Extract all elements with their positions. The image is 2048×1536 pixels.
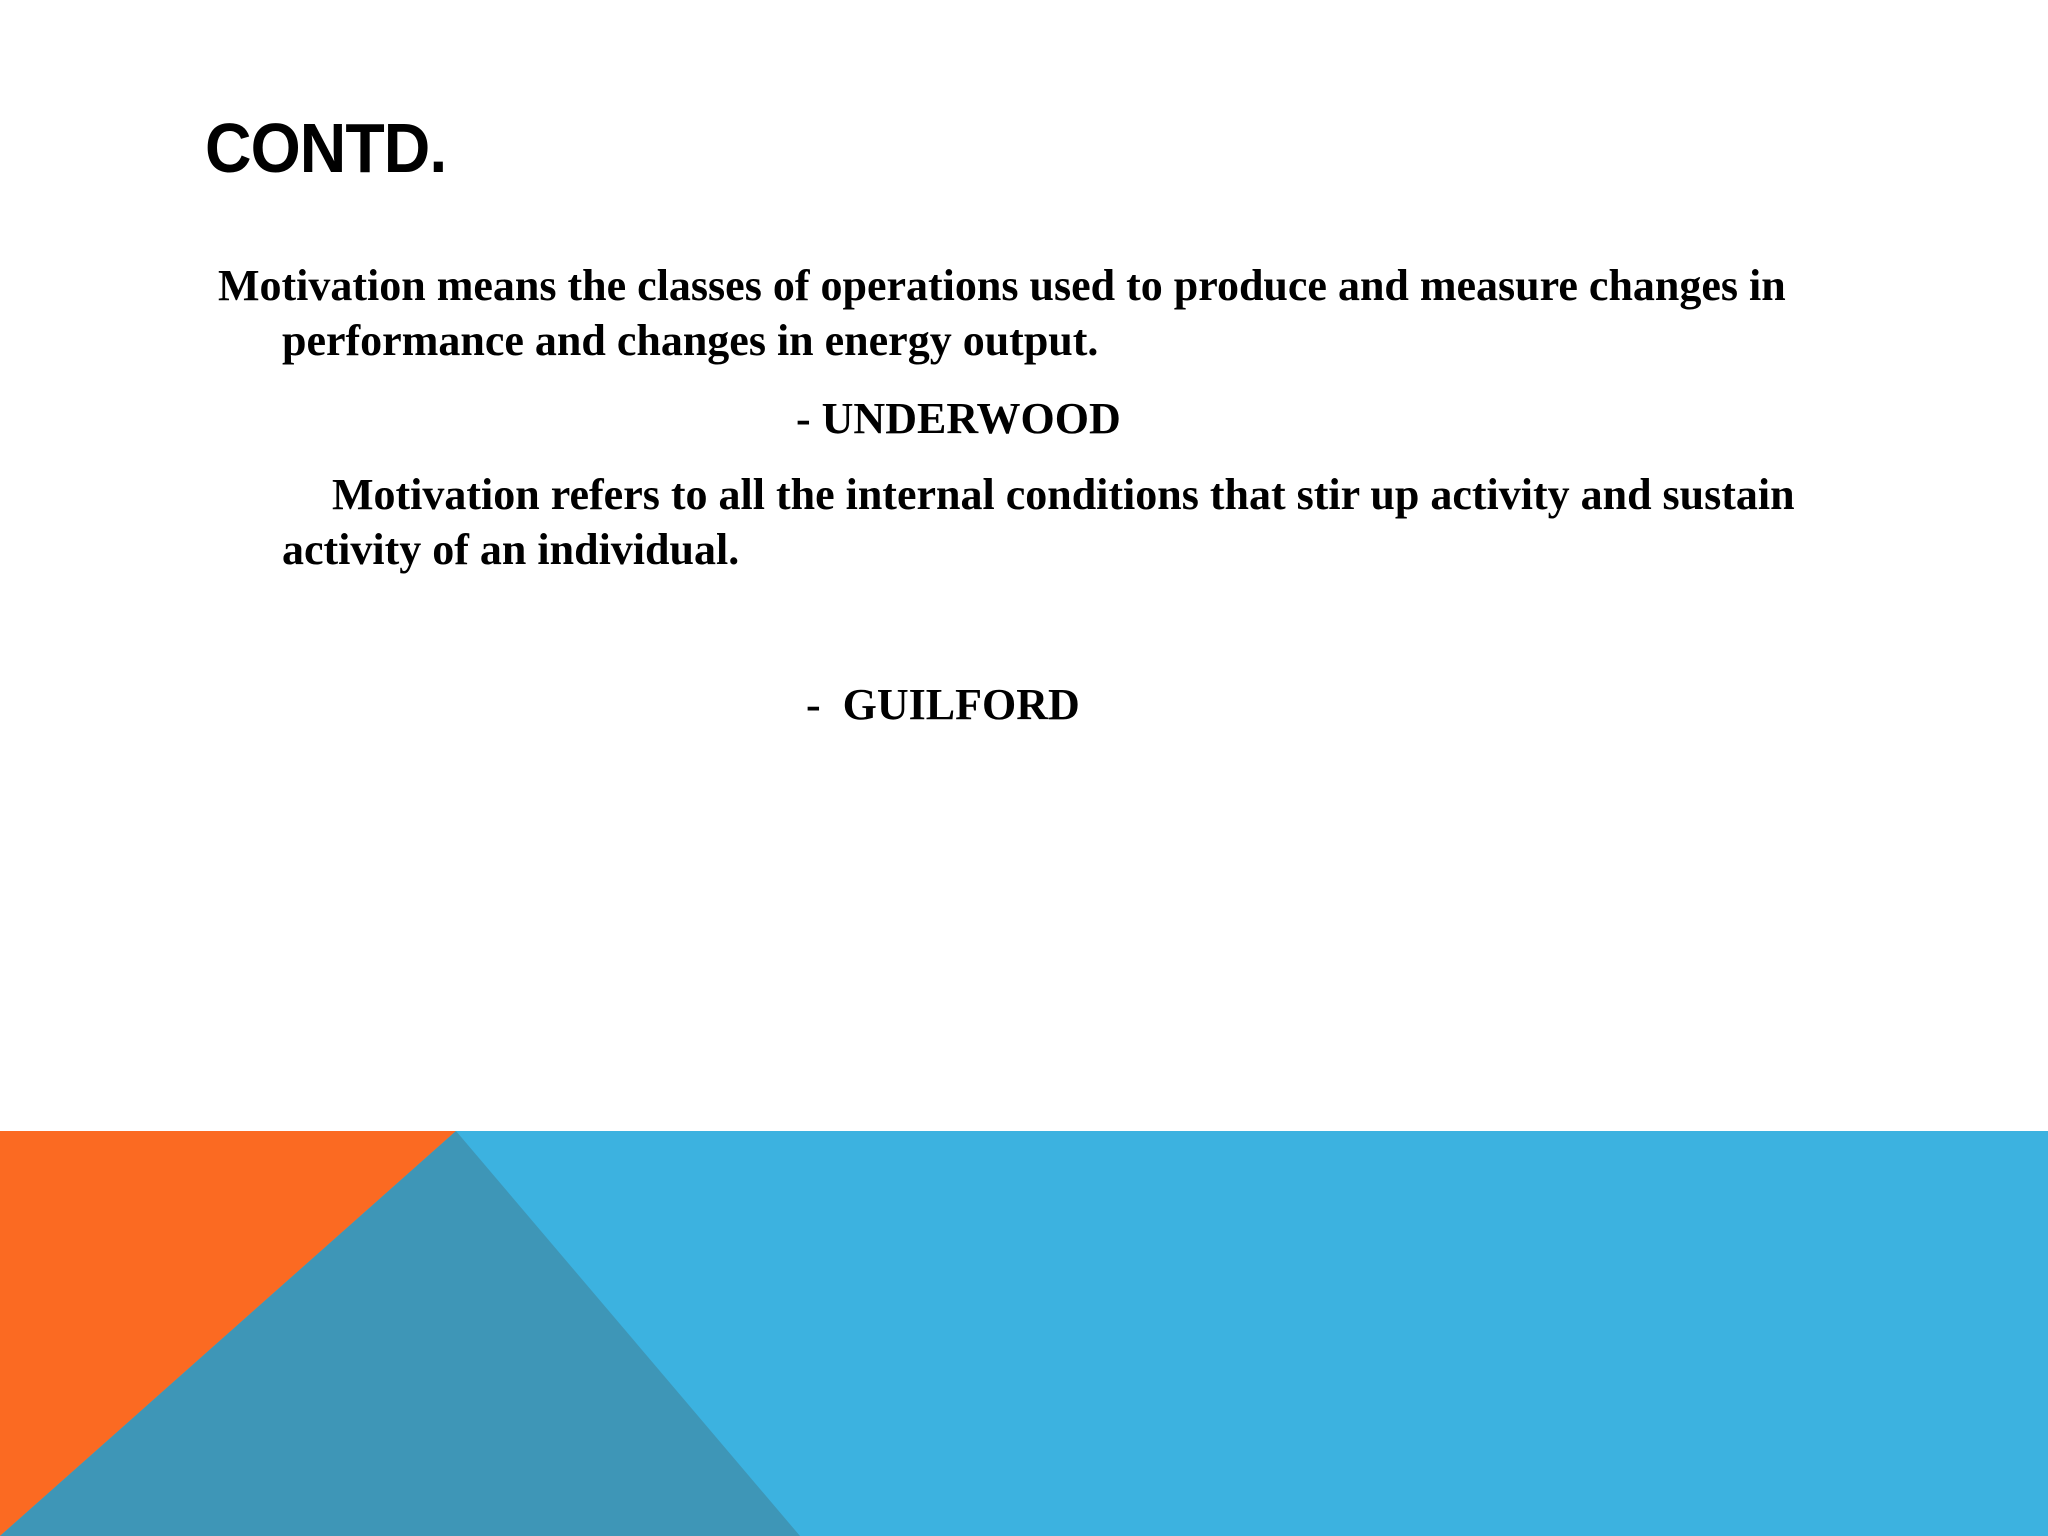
quote-1-line-2: performance and changes in energy output. bbox=[282, 316, 1099, 365]
quote-2-line-1: Motivation refers to all the internal conditions that stir up activity and sustain bbox=[332, 470, 1795, 519]
quote-2-line-2: activity of an individual. bbox=[282, 525, 740, 574]
teal-triangle bbox=[0, 1131, 800, 1536]
quote-2-author: - GUILFORD bbox=[806, 680, 1080, 729]
slide-title: CONTD. bbox=[205, 109, 447, 187]
quote-1-line-1: Motivation means the classes of operations used to produce and measure changes in bbox=[218, 261, 1786, 310]
quote-1-author: - UNDERWOOD bbox=[796, 394, 1121, 443]
orange-triangle bbox=[0, 1131, 456, 1536]
blue-band bbox=[0, 1131, 2048, 1536]
